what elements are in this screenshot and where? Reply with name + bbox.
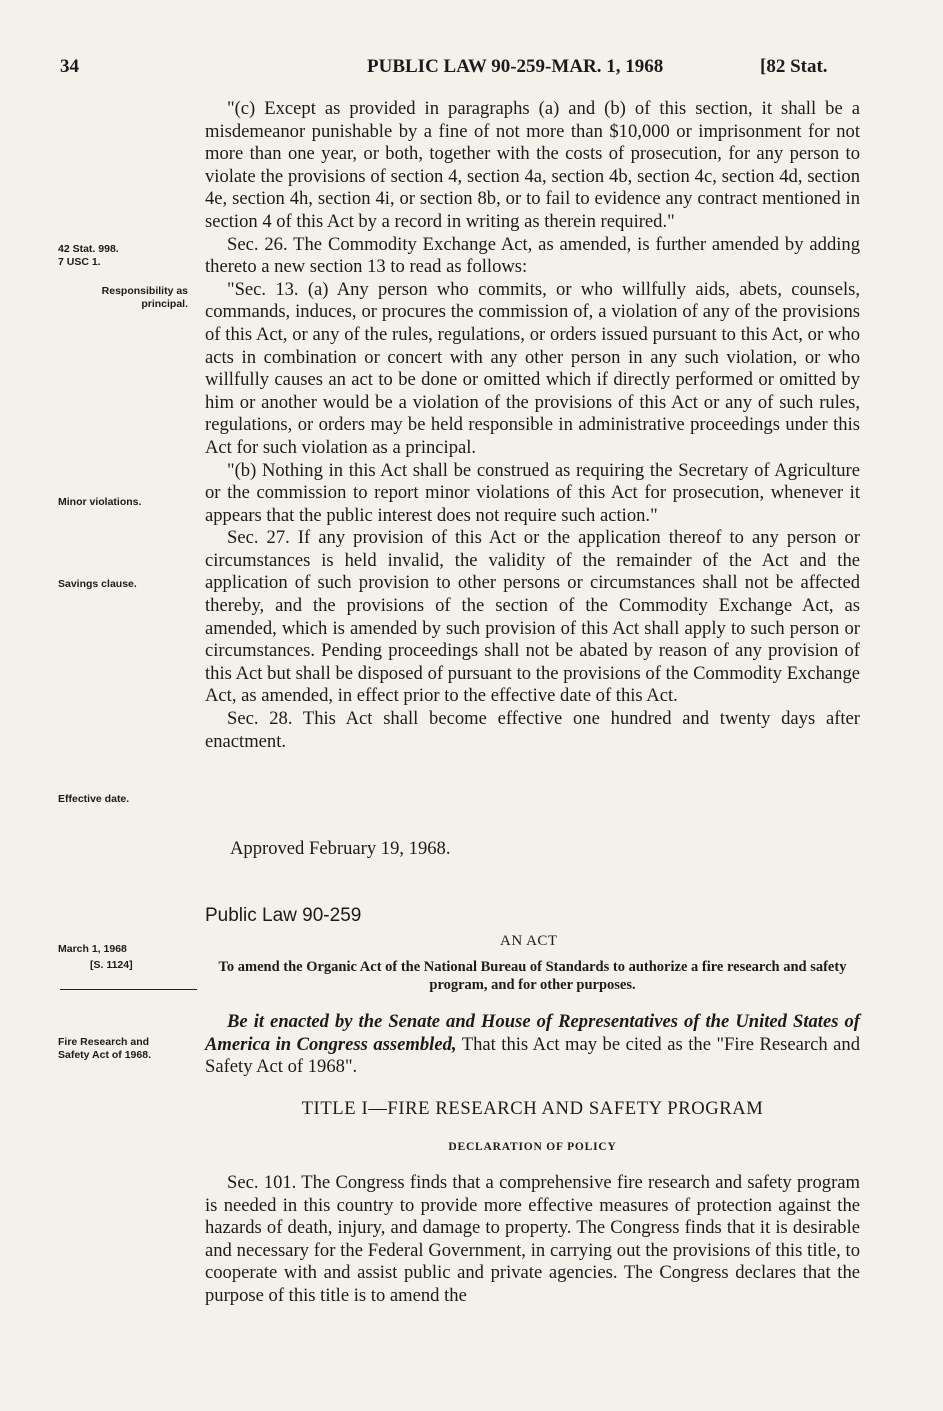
an-act-heading: AN ACT (500, 933, 558, 949)
paragraph-sec13b: "(b) Nothing in this Act shall be construed as requiring the Secretary of Agriculture or the commission to report minor violations of this Act for prosecution, whenever it appears that the public interest does not require such action." (205, 459, 860, 526)
enacting-clause (205, 1011, 860, 1079)
margin-note-date: March 1, 1968 (58, 943, 127, 955)
margin-divider (60, 989, 197, 990)
title-one-heading: TITLE I—FIRE RESEARCH AND SAFETY PROGRAM (301, 1098, 764, 1119)
paragraph-sec28: Sec. 28. This Act shall become effective one hundred and twenty days after enactment. (205, 708, 860, 752)
public-law-heading: Public Law 90-259 (205, 905, 362, 926)
paragraph-sec26: Sec. 26. The Commodity Exchange Act, as amended, is further amended by adding thereto a new section 13 to read as follows: (205, 233, 860, 278)
margin-note-responsibility: Responsibility as principal. (101, 285, 188, 310)
body-text (205, 98, 860, 753)
paragraph-sec27: Sec. 27. If any provision of this Act or the application thereof to any person or circumstances is held invalid, the validity of the remainder of the Act and the application of such provision to other persons or circumstances shall not be affected thereby, and the provisions of the section of the Commodity Exchange Act, as amended, which is amended by such provision of this Act shall apply to such person or circumstances. Pending proceedings shall not be abated by reason of any provision of this Act but shall be disposed of pursuant to the provisions of the Commodity Exchange Act, as amended, in effect prior to the effective date of this Act. (205, 527, 860, 707)
sec101-text (205, 1172, 860, 1308)
margin-note-usc: 7 USC 1. (58, 256, 101, 268)
statute-volume: [82 Stat. (760, 56, 828, 77)
running-title: PUBLIC LAW 90-259-MAR. 1, 1968 (367, 56, 664, 77)
enacting-rest: That this Act may be cited as the "Fire Research and Safety Act of 1968". (205, 1033, 860, 1078)
margin-note-statute: 42 Stat. 998. (58, 243, 119, 255)
margin-note-bill: [S. 1124] (90, 959, 133, 971)
act-purpose: To amend the Organic Act of the National Bureau of Standards to authorize a fire research and safety program, and for other purposes. (218, 959, 847, 993)
paragraph-sec101: Sec. 101. The Congress finds that a comprehensive fire research and safety program is needed in this country to provide more effective measures of protection against the hazards of death, injury, and damage to property. The Congress finds that it is desirable and necessary for the Federal Government, in carrying out the provisions of this title, to cooperate with and assist public and private agencies. The Congress declares that the purpose of this title is to amend the (205, 1172, 860, 1306)
margin-note-savings: Savings clause. (58, 578, 137, 590)
paragraph-c: "(c) Except as provided in paragraphs (a) and (b) of this section, it shall be a misdemeanor punishable by a fine of not more than $10,000 or imprisonment for not more than one year, or both, together with the costs of prosecution, for any person to violate the provisions of section 4, section 4a, section 4b, section 4c, section 4d, section 4e, section 4h, section 4i, or section 8b, or to fail to evidence any contract mentioned in section 4 of this Act by a record in writing as therein required." (205, 98, 860, 232)
enacting-italic: Be it enacted by the Senate and House of Representatives of the United States of America in Congress assembled, (205, 1011, 860, 1055)
margin-note-short-title: Fire Research and Safety Act of 1968. (58, 1036, 151, 1061)
declaration-heading: DECLARATION OF POLICY (448, 1141, 617, 1153)
margin-note-effective: Effective date. (58, 793, 130, 805)
page-number: 34 (60, 56, 79, 77)
margin-note-minor-violations: Minor violations. (58, 496, 142, 508)
approved-line: Approved February 19, 1968. (230, 838, 451, 859)
paragraph-sec13a: "Sec. 13. (a) Any person who commits, or who willfully aids, abets, counsels, commands, induces, or procures the commission of, a violation of any of the provisions of this Act, or any of the rules, regulations, or orders issued pursuant to this Act, or who acts in combination or concert with any other person in any such violation, or who willfully causes an act to be done or omitted which if directly performed or omitted by him or another would be a violation of the provisions of this Act or any of such rules, regulations, or orders may be held responsible in administrative proceedings under this Act for such violation as a principal. (205, 278, 860, 458)
